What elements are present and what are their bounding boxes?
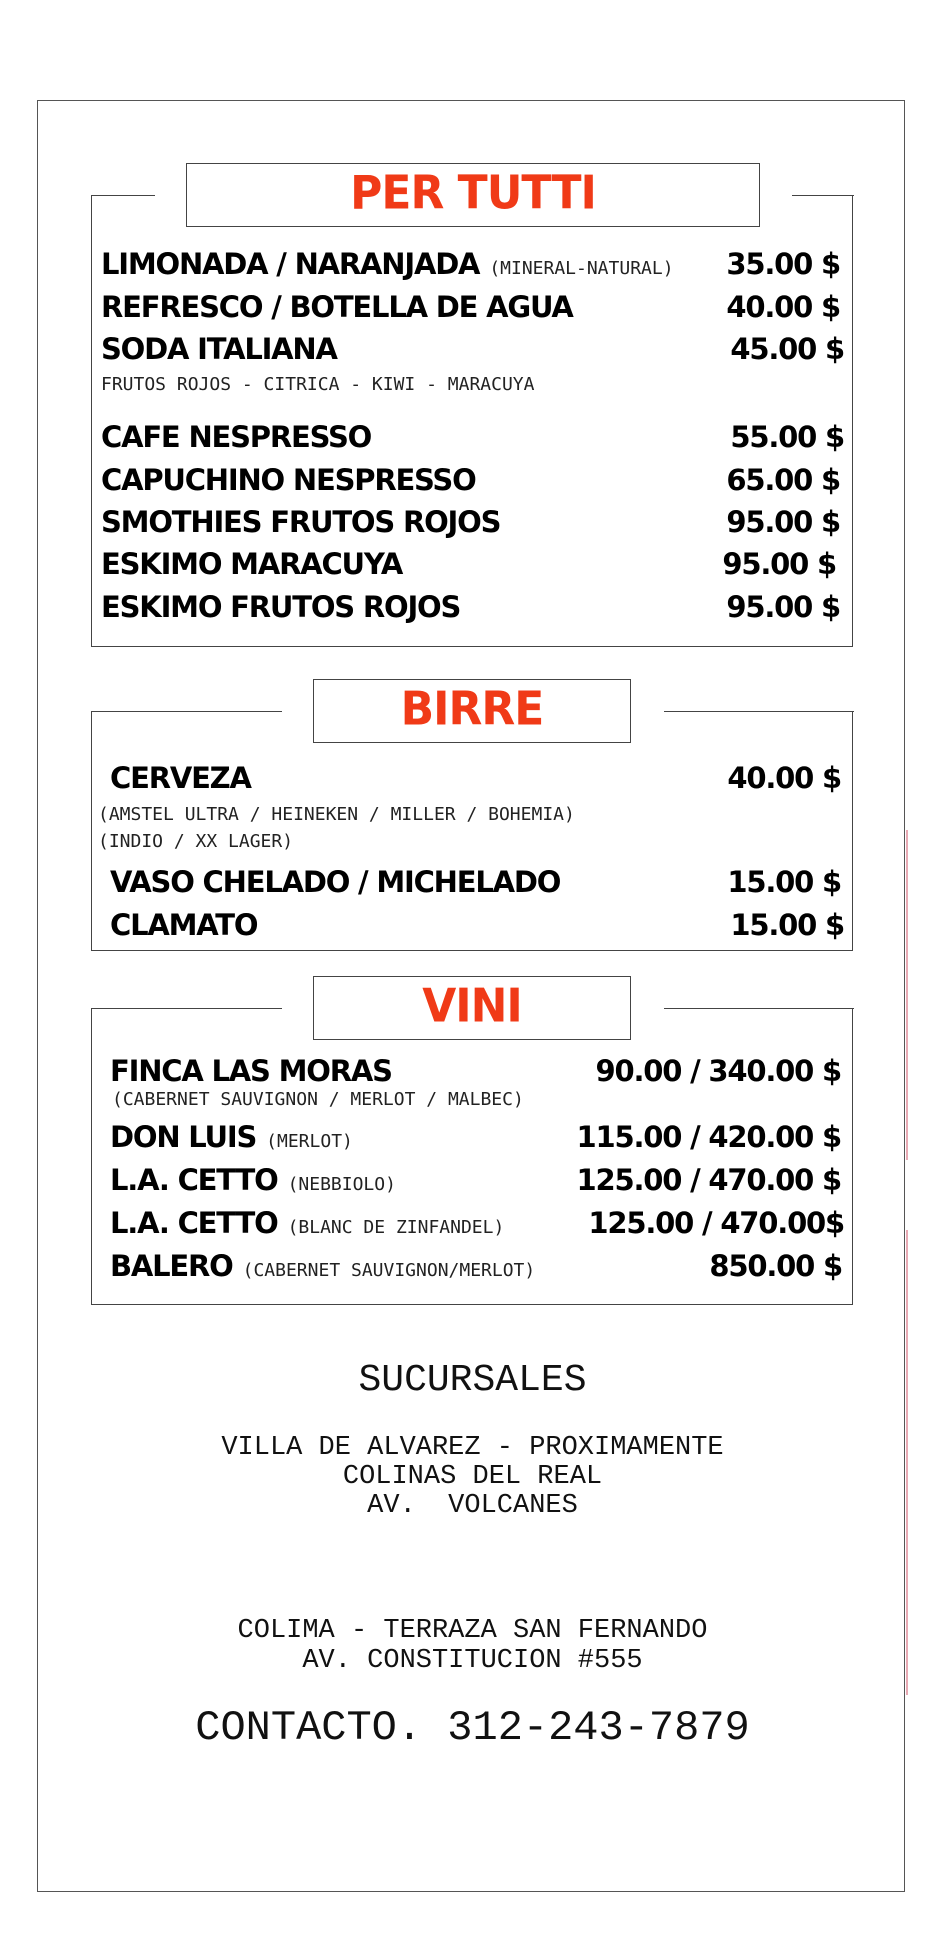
- item-price: 40.00 $: [727, 761, 841, 795]
- item-price: 40.00 $: [726, 290, 840, 324]
- branch-line: AV. VOLCANES: [367, 1491, 578, 1521]
- menu-item: CLAMATO: [110, 908, 258, 942]
- menu-item: SODA ITALIANA: [101, 332, 337, 366]
- vini-title-box: [313, 976, 631, 1040]
- menu-item: BALERO (CABERNET SAUVIGNON/MERLOT): [110, 1249, 536, 1283]
- item-price: 90.00 / 340.00 $: [595, 1054, 841, 1088]
- menu-item: REFRESCO / BOTELLA DE AGUA: [101, 290, 573, 324]
- item-price: 55.00 $: [730, 420, 844, 454]
- menu-item: L.A. CETTO (BLANC DE ZINFANDEL): [110, 1206, 505, 1240]
- item-price: 95.00 $: [722, 547, 836, 581]
- menu-item: ESKIMO FRUTOS ROJOS: [101, 590, 461, 624]
- beer-brands: (AMSTEL ULTRA / HEINEKEN / MILLER / BOHEMIA): [98, 804, 575, 825]
- section-title-vini: VINI: [422, 979, 522, 1034]
- branch-line: VILLA DE ALVAREZ - PROXIMAMENTE: [221, 1433, 724, 1463]
- menu-item: CAFE NESPRESSO: [101, 420, 372, 454]
- menu-item: CERVEZA: [110, 761, 251, 795]
- item-price: 125.00 / 470.00 $: [576, 1163, 841, 1197]
- section-title-birre: BIRRE: [400, 682, 544, 737]
- contact-line: CONTACTO. 312-243-7879: [195, 1704, 750, 1752]
- menu-item: VASO CHELADO / MICHELADO: [110, 865, 561, 899]
- menu-item: ESKIMO MARACUYA: [101, 547, 403, 581]
- item-price: 15.00 $: [727, 865, 841, 899]
- per-tutti-title-box: [186, 163, 760, 227]
- colima-branch-line: AV. CONSTITUCION #555: [302, 1646, 643, 1676]
- soda-flavors: FRUTOS ROJOS - CITRICA - KIWI - MARACUYA: [101, 374, 535, 395]
- item-price: 35.00 $: [726, 247, 840, 281]
- menu-item: SMOTHIES FRUTOS ROJOS: [101, 505, 501, 539]
- item-price: 65.00 $: [726, 463, 840, 497]
- item-price: 115.00 / 420.00 $: [576, 1120, 841, 1154]
- wine-varietal: (CABERNET SAUVIGNON / MERLOT / MALBEC): [112, 1089, 524, 1110]
- sucursales-title: SUCURSALES: [358, 1359, 587, 1402]
- birre-title-box: [313, 679, 631, 743]
- menu-item: DON LUIS (MERLOT): [110, 1120, 353, 1154]
- item-price: 850.00 $: [709, 1249, 842, 1283]
- branch-line: COLINAS DEL REAL: [342, 1462, 603, 1492]
- menu-item: L.A. CETTO (NEBBIOLO): [110, 1163, 396, 1197]
- beer-brands: (INDIO / XX LAGER): [98, 831, 294, 852]
- item-price: 45.00 $: [730, 332, 844, 366]
- item-price: 95.00 $: [726, 590, 840, 624]
- item-price: 15.00 $: [730, 908, 844, 942]
- edge-mark: [906, 830, 908, 1160]
- menu-item: LIMONADA / NARANJADA (MINERAL-NATURAL): [101, 247, 674, 281]
- item-price: 95.00 $: [726, 505, 840, 539]
- item-price: 125.00 / 470.00$: [588, 1206, 844, 1240]
- colima-branch-line: COLIMA - TERRAZA SAN FERNANDO: [237, 1616, 708, 1646]
- section-title-per-tutti: PER TUTTI: [350, 166, 596, 221]
- menu-item: CAPUCHINO NESPRESSO: [101, 463, 476, 497]
- menu-item: FINCA LAS MORAS: [110, 1054, 392, 1088]
